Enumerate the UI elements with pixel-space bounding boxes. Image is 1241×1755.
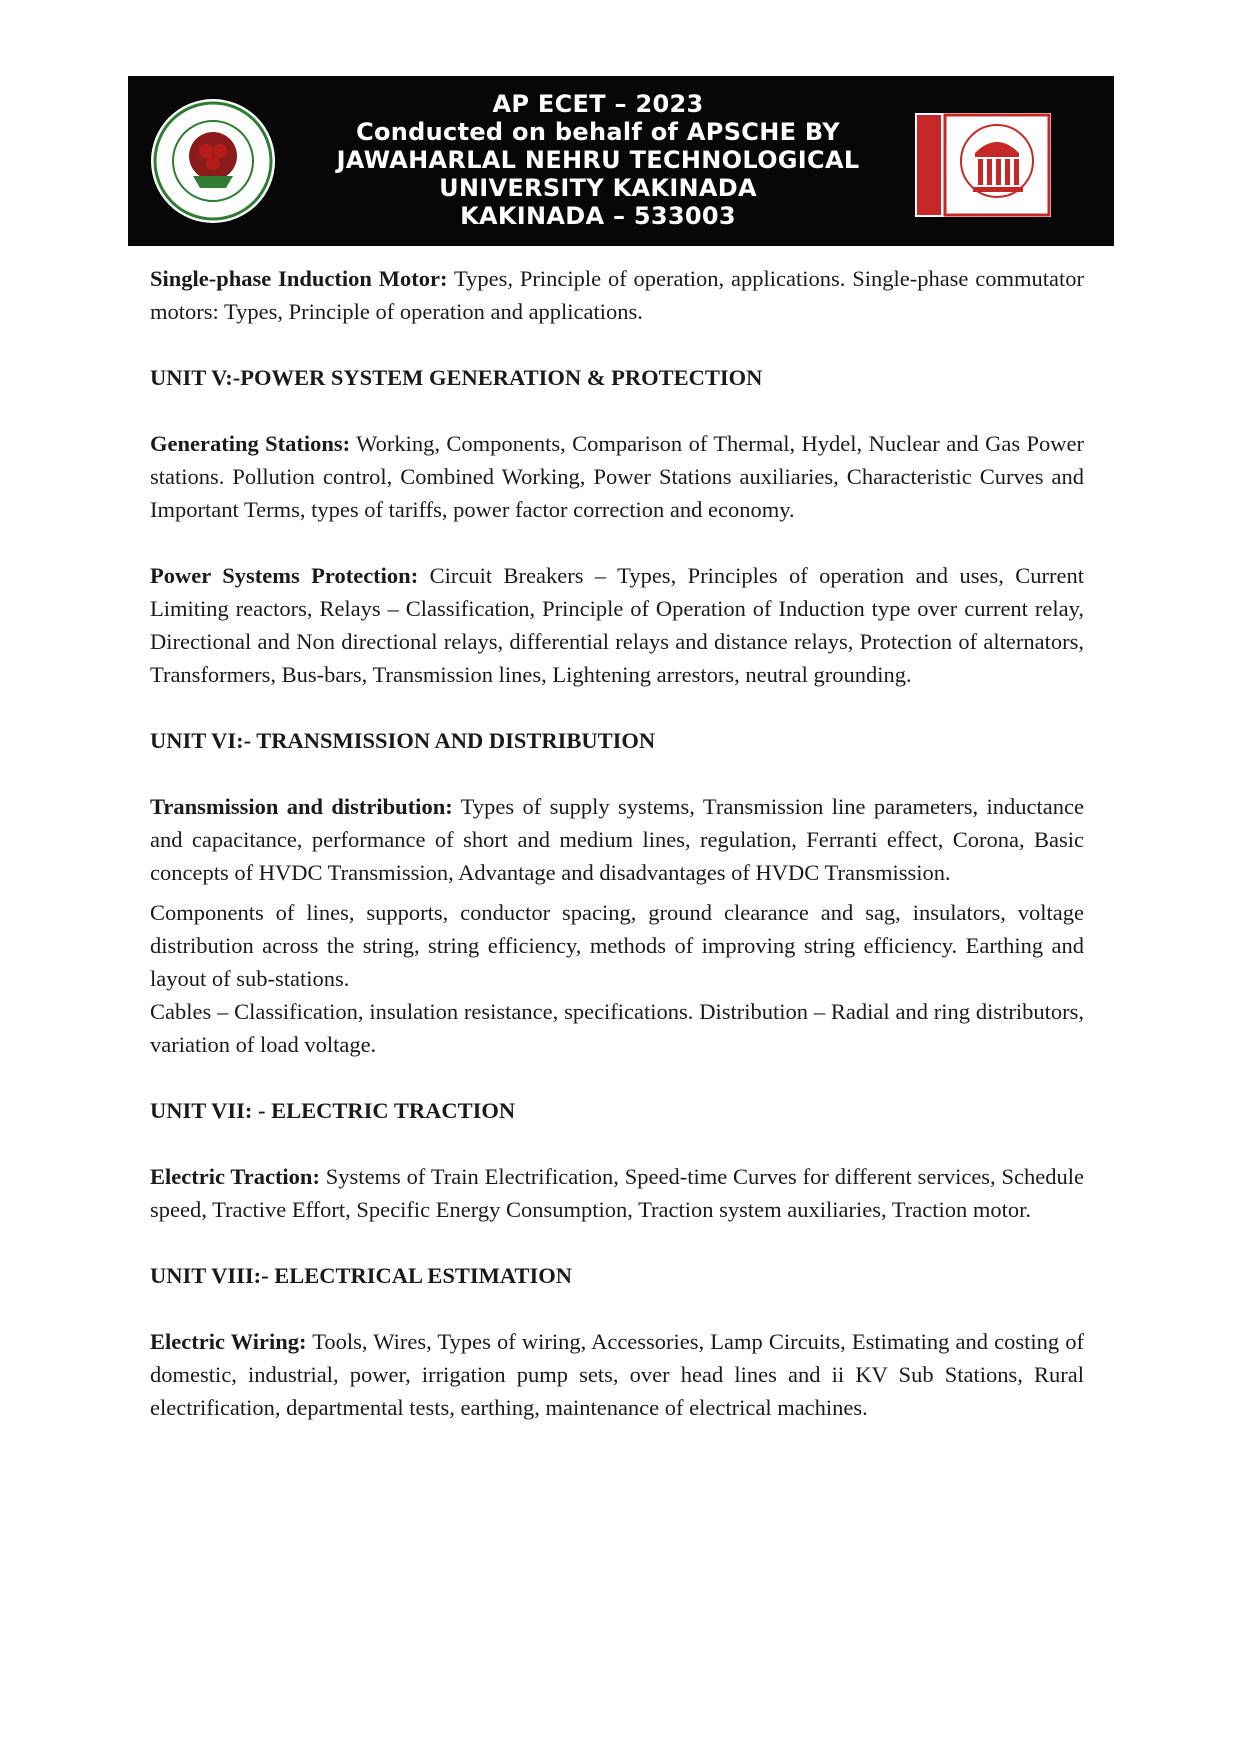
generating-stations-text: Working, Components, Comparison of Thermal, Hydel, Nuclear and Gas Power stations. Pollution control, Combined Working, Power Stations auxiliaries, Characteristic Curves and Important Terms, types of tariffs, power factor correction and economy. <box>150 431 1084 522</box>
banner-title <box>298 90 898 230</box>
electric-wiring-lead: Electric Wiring: <box>150 1329 307 1354</box>
electric-traction-lead: Electric Traction: <box>150 1164 320 1189</box>
cables-paragraph: Cables – Classification, insulation resistance, specifications. Distribution – Radial and ring distributors, variation of load voltage. <box>150 999 1084 1057</box>
intro-text: Types, Principle of operation, applications. Single-phase commutator motors: Types, Principle of operation and applications. <box>150 266 1084 324</box>
intro-paragraph <box>150 262 1084 328</box>
banner-line-5: KAKINADA – 533003 <box>460 202 736 230</box>
unit8-heading: UNIT VIII:- ELECTRICAL ESTIMATION <box>150 1263 572 1288</box>
syllabus-content <box>150 262 1084 1424</box>
header-banner <box>128 76 1114 246</box>
electric-wiring-text: Tools, Wires, Types of wiring, Accessories, Lamp Circuits, Estimating and costing of domestic, industrial, power, irrigation pump sets, over head lines and ii KV Sub Stations, Rural electrification, departmental tests, earthing, maintenance of electrical machines. <box>150 1329 1084 1420</box>
power-protection-text: Circuit Breakers – Types, Principles of operation and uses, Current Limiting reactors, Relays – Classification, Principle of Operation of Induction type over current relay, Directional and Non directional relays, differential relays and distance relays, Protection of alternators, Transformers, Bus-bars, Transmission lines, Lightening arrestors, neutral grounding. <box>150 563 1084 687</box>
unit7-heading: UNIT VII: - ELECTRIC TRACTION <box>150 1098 516 1123</box>
generating-stations-lead: Generating Stations: <box>150 431 351 456</box>
unit6-heading: UNIT VI:- TRANSMISSION AND DISTRIBUTION <box>150 728 656 753</box>
transmission-text: Types of supply systems, Transmission line parameters, inductance and capacitance, performance of short and medium lines, regulation, Ferranti effect, Corona, Basic concepts of HVDC Transmission, Advantage and disadvantages of HVDC Transmission. <box>150 794 1084 885</box>
generating-stations-paragraph <box>150 427 1084 526</box>
jntu-seal-icon <box>148 96 278 226</box>
banner-line-2: Conducted on behalf of APSCHE BY <box>356 118 840 146</box>
electric-traction-paragraph <box>150 1160 1084 1226</box>
unit5-heading: UNIT V:-POWER SYSTEM GENERATION & PROTECTION <box>150 365 763 390</box>
intro-lead: Single-phase Induction Motor: <box>150 266 448 291</box>
banner-line-3: JAWAHARLAL NEHRU TECHNOLOGICAL <box>336 146 860 174</box>
apsche-logo-icon <box>915 113 1051 217</box>
components-paragraph: Components of lines, supports, conductor spacing, ground clearance and sag, insulators, voltage distribution across the string, string efficiency, methods of improving string efficiency. Earthing and layout of sub-stations. <box>150 900 1084 991</box>
power-protection-lead: Power Systems Protection: <box>150 563 419 588</box>
power-protection-paragraph <box>150 559 1084 691</box>
transmission-lead: Transmission and distribution: <box>150 794 453 819</box>
banner-line-1: AP ECET – 2023 <box>492 90 704 118</box>
transmission-paragraph <box>150 790 1084 889</box>
electric-wiring-paragraph <box>150 1325 1084 1424</box>
electric-traction-text: Systems of Train Electrification, Speed-time Curves for different services, Schedule speed, Tractive Effort, Specific Energy Consumption, Traction system auxiliaries, Traction motor. <box>150 1164 1084 1222</box>
banner-line-4: UNIVERSITY KAKINADA <box>439 174 757 202</box>
